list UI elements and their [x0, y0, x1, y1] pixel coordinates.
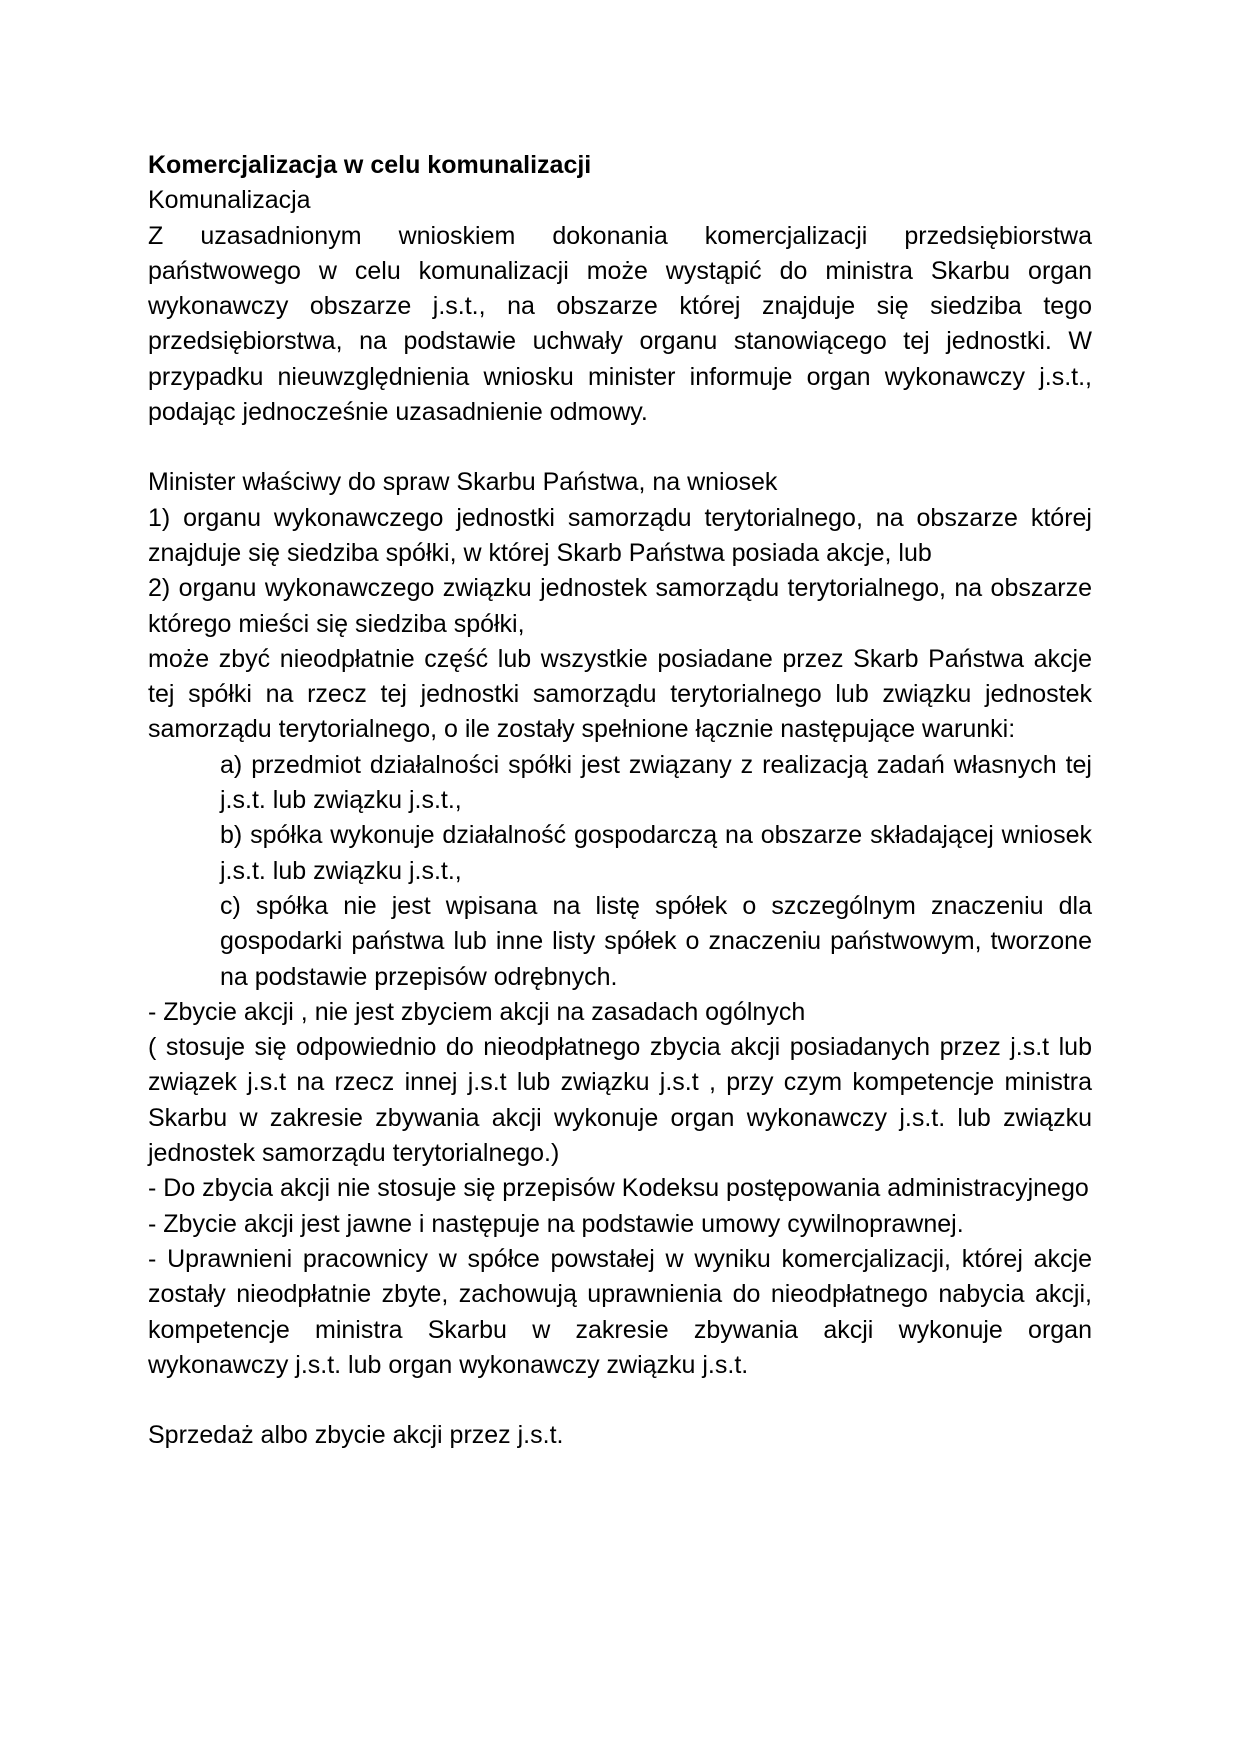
parenthetical-note: ( stosuje się odpowiednio do nieodpłatnego zbycia akcji posiadanych przez j.s.t lub związek j.s.t na rzecz innej j.s.t lub związku j.s.t , przy czym kompetencje ministra Skarbu w zakresie zbywania akcji wykonuje organ wykonawczy j.s.t. lub związku jednostek samorządu terytorialnego.)	[148, 1033, 1092, 1168]
condition-b: b) spółka wykonuje działalność gospodarczą na obszarze składającej wniosek j.s.t. lub związku j.s.t.,	[220, 821, 1092, 885]
condition-c: c) spółka nie jest wpisana na listę spółek o szczególnym znaczeniu dla gospodarki państwa lub inne listy spółek o znaczeniu państwowym, tworzone na podstawie przepisów odrębnych.	[220, 891, 1092, 991]
bullet-3: - Zbycie akcji jest jawne i następuje na podstawie umowy cywilnoprawnej.	[148, 1209, 964, 1238]
bullet-2: - Do zbycia akcji nie stosuje się przepisów Kodeksu postępowania administracyjnego	[148, 1174, 1089, 1203]
minister-line: Minister właściwy do spraw Skarbu Państwa, na wniosek	[148, 468, 778, 497]
document-title: Komercjalizacja w celu komunalizacji	[148, 151, 592, 179]
paragraph-gap	[148, 430, 1092, 465]
document-page	[148, 148, 1092, 1453]
bullet-1: - Zbycie akcji , nie jest zbyciem akcji na zasadach ogólnych	[148, 997, 806, 1026]
list-item-2: 2) organu wykonawczego związku jednostek samorządu terytorialnego, na obszarze którego mieści się siedziba spółki,	[148, 574, 1092, 638]
bullet-4: - Uprawnieni pracownicy w spółce powstałej w wyniku komercjalizacji, której akcje zostały nieodpłatnie zbyte, zachowują uprawnienia do nieodpłatnego nabycia akcji, kompetencje ministra Skarbu w zakresie zbywania akcji wykonuje organ wykonawczy j.s.t. lub organ wykonawczy związku j.s.t.	[148, 1244, 1092, 1379]
condition-a: a) przedmiot działalności spółki jest związany z realizacją zadań własnych tej j.s.t. lub związku j.s.t.,	[220, 750, 1092, 815]
intro-paragraph: Z uzasadnionym wnioskiem dokonania komercjalizacji przedsiębiorstwa państwowego w celu komunalizacji może wystąpić do ministra Skarbu organ wykonawczy obszarze j.s.t., na obszarze której znajduje się siedziba tego przedsiębiorstwa, na podstawie uchwały organu stanowiącego tej jednostki. W przypadku nieuwzględnienia wniosku minister informuje organ wykonawczy j.s.t., podając jednocześnie uzasadnienie odmowy.	[148, 221, 1092, 427]
zbycie-paragraph: może zbyć nieodpłatnie część lub wszystkie posiadane przez Skarb Państwa akcje tej spółki na rzecz tej jednostki samorządu terytorialnego lub związku jednostek samorządu terytorialnego, o ile zostały spełnione łącznie następujące warunki:	[148, 644, 1092, 744]
section-subtitle: Komunalizacja	[148, 186, 311, 215]
paragraph-gap	[148, 1383, 1092, 1418]
list-item-1: 1) organu wykonawczego jednostki samorządu terytorialnego, na obszarze której znajduje się siedziba spółki, w której Skarb Państwa posiada akcje, lub	[148, 503, 1092, 567]
final-heading: Sprzedaż albo zbycie akcji przez j.s.t.	[148, 1421, 564, 1450]
